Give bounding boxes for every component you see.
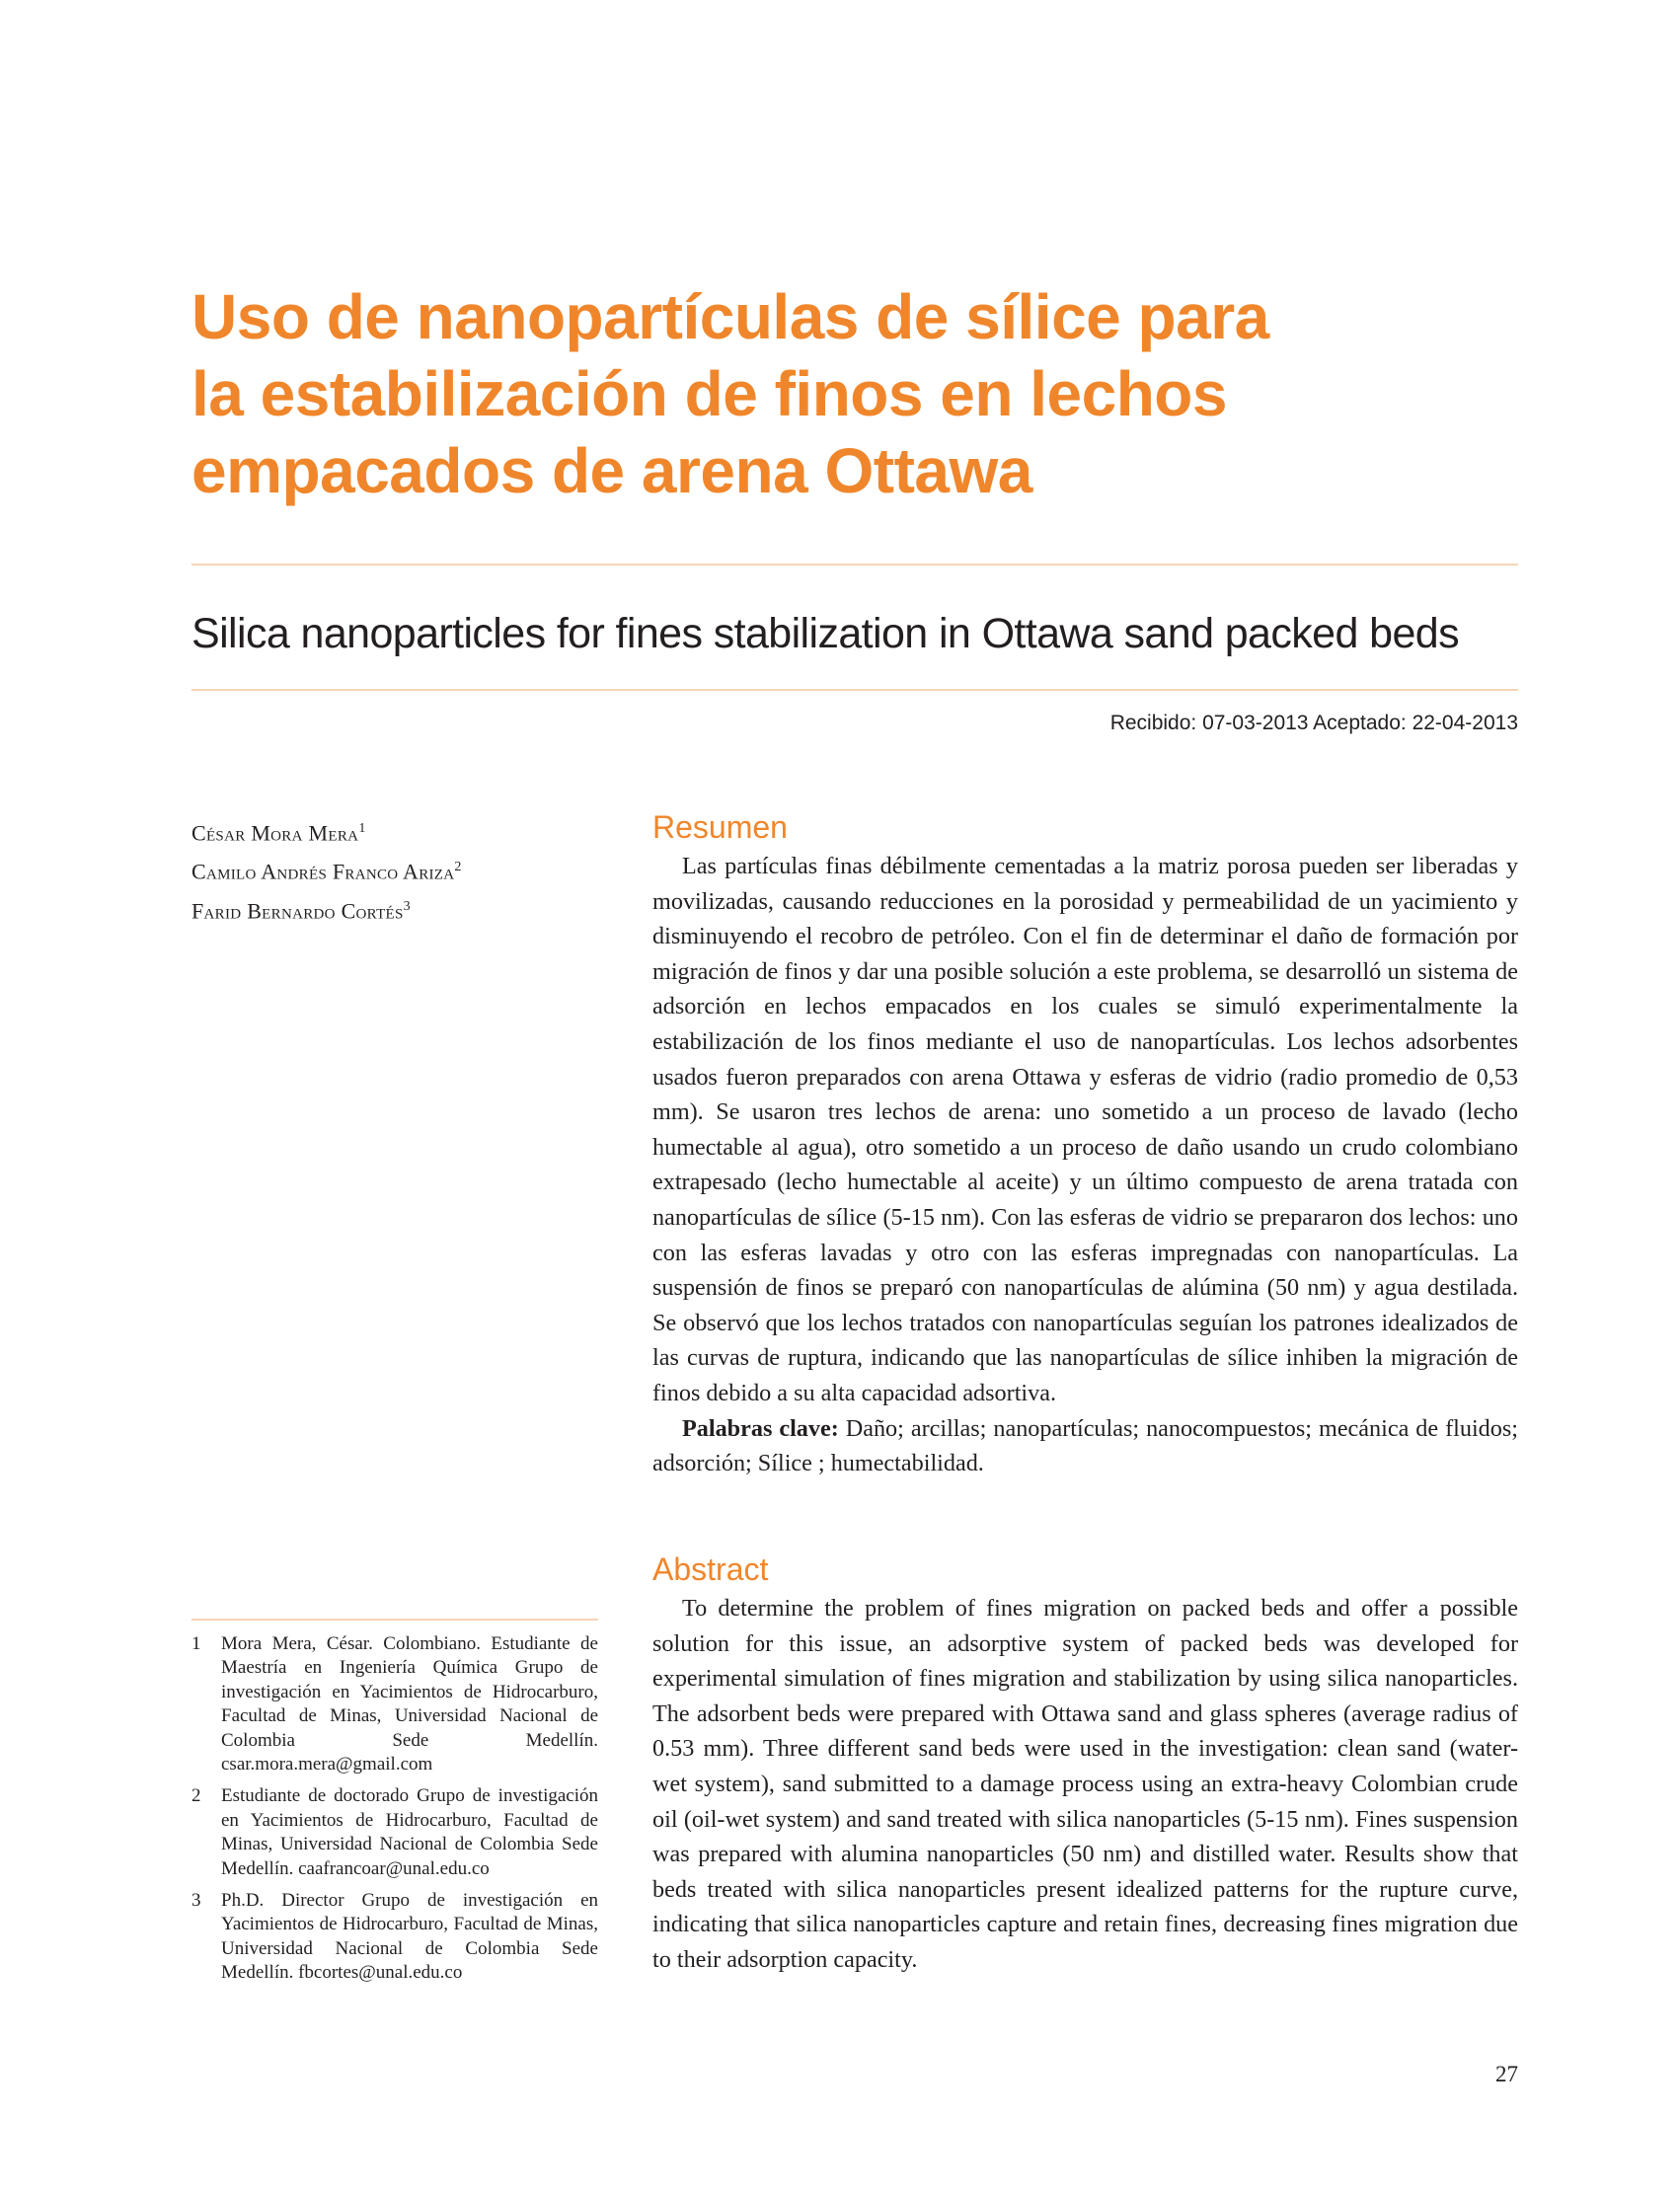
footnote-text: Ph.D. Director Grupo de investigación en Yacimientos de Hidrocarburo, Facultad de Minas, Universidad Nacional de Colombia Sede Medellín. fbcortes@unal.edu.co: [221, 1890, 598, 1984]
author-name: Camilo Andrés Franco Ariza: [191, 859, 455, 884]
author-list: [191, 811, 606, 928]
english-subtitle: Silica nanoparticles for fines stabilization in Ottawa sand packed beds: [191, 610, 1459, 657]
received-accepted-dates: Recibido: 07-03-2013 Aceptado: 22-04-2013: [1109, 712, 1518, 734]
abstract-section: [652, 1549, 1518, 1978]
author: [191, 811, 606, 850]
page-number: 27: [1495, 2062, 1518, 2086]
author: [191, 850, 606, 888]
footnotes: [191, 1632, 598, 1994]
footnote-number: 1: [191, 1633, 201, 1654]
title-divider: [191, 564, 1518, 566]
resumen-heading: Resumen: [652, 809, 788, 845]
footnote-number: 2: [191, 1785, 201, 1807]
title-line: Uso de nanopartículas de sílice para: [191, 281, 1269, 352]
resumen-section: [652, 807, 1518, 1481]
subtitle-divider: [191, 689, 1518, 691]
author-name: Farid Bernardo Cortés: [191, 897, 404, 923]
footnote-divider: [191, 1619, 598, 1621]
keywords: [652, 1411, 1518, 1481]
keywords-list: Daño; arcillas; nanopartículas; nanocompuestos; mecánica de fluidos; adsorción; Sílice ; humectabilidad.: [652, 1414, 1518, 1477]
author-footnote-ref: 2: [454, 860, 462, 875]
footnote-text: Mora Mera, César. Colombiano. Estudiante de Maestría en Ingeniería Química Grupo de investigación en Yacimientos de Hidrocarburo, Facultad de Minas, Universidad Nacional de Colombia Sede Medellín. csar.mora.mera@gmail.com: [221, 1633, 598, 1775]
footnote-number: 3: [191, 1890, 201, 1912]
footnote: [191, 1632, 598, 1776]
author-footnote-ref: 1: [358, 821, 366, 836]
title-line: la estabilización de finos en lechos: [191, 358, 1227, 429]
author-footnote-ref: 3: [403, 898, 411, 914]
resumen-body: Las partículas finas débilmente cementadas a la matriz porosa pueden ser liberadas y movilizadas, causando reducciones en la porosidad y permeabilidad de un yacimiento y disminuyendo el recobro de petróleo. Con el fin de determinar el daño de formación por migración de finos y dar una posible solución a este problema, se desarrolló un sistema de adsorción en lechos empacados en los cuales se simuló experimentalmente la estabilización de los finos mediante el uso de nanopartículas. Los lechos adsorbentes usados fueron preparados con arena Ottawa y esferas de vidrio (radio promedio de 0,53 mm). Se usaron tres lechos de arena: uno sometido a un proceso de lavado (lecho humectable al agua), otro sometido a un proceso de daño usando un crudo colombiano extrapesado (lecho humectable al aceite) y un último compuesto de arena tratada con nanopartículas de sílice (5-15 nm). Con las esferas de vidrio se prepararon dos lechos: uno con las esferas lavadas y otro con las esferas impregnadas con nanopartículas. La suspensión de finos se preparó con nanopartículas de alúmina (50 nm) y agua destilada. Se observó que los lechos tratados con nanopartículas seguían los patrones idealizados de las curvas de ruptura, indicando que las nanopartículas de sílice inhiben la migración de finos debido a su alta capacidad adsortiva.: [652, 853, 1518, 1406]
keywords-label: Palabras clave:: [682, 1414, 839, 1442]
author: [191, 889, 606, 928]
title-line: empacados de arena Ottawa: [191, 435, 1032, 506]
footnote: [191, 1889, 598, 1986]
footnote: [191, 1784, 598, 1881]
abstract-heading: Abstract: [652, 1551, 769, 1587]
author-name: César Mora Mera: [191, 820, 359, 846]
article-title: [191, 278, 1356, 509]
footnote-text: Estudiante de doctorado Grupo de investigación en Yacimientos de Hidrocarburo, Facultad de Minas, Universidad Nacional de Colombia Sede Medellín. caafrancoar@unal.edu.co: [221, 1785, 598, 1879]
abstract-body: To determine the problem of fines migration on packed beds and offer a possible solution for this issue, an adsorptive system of packed beds was developed for experimental simulation of fines migration and stabilization by using silica nanoparticles. The adsorbent beds were prepared with Ottawa sand and glass spheres (average radius of 0.53 mm). Three different sand beds were used in the investigation: clean sand (water- wet system), sand submitted to a damage process using an extra-heavy Colombian crude oil (oil-wet system) and sand treated with silica nanoparticles (5-15 nm). Fines suspension was prepared with alumina nanoparticles (50 nm) and distilled water. Results show that beds treated with silica nanoparticles present idealized patterns for the rupture curve, indicating that silica nanoparticles capture and retain fines, decreasing fines migration due to their adsorption capacity.: [652, 1595, 1518, 1973]
